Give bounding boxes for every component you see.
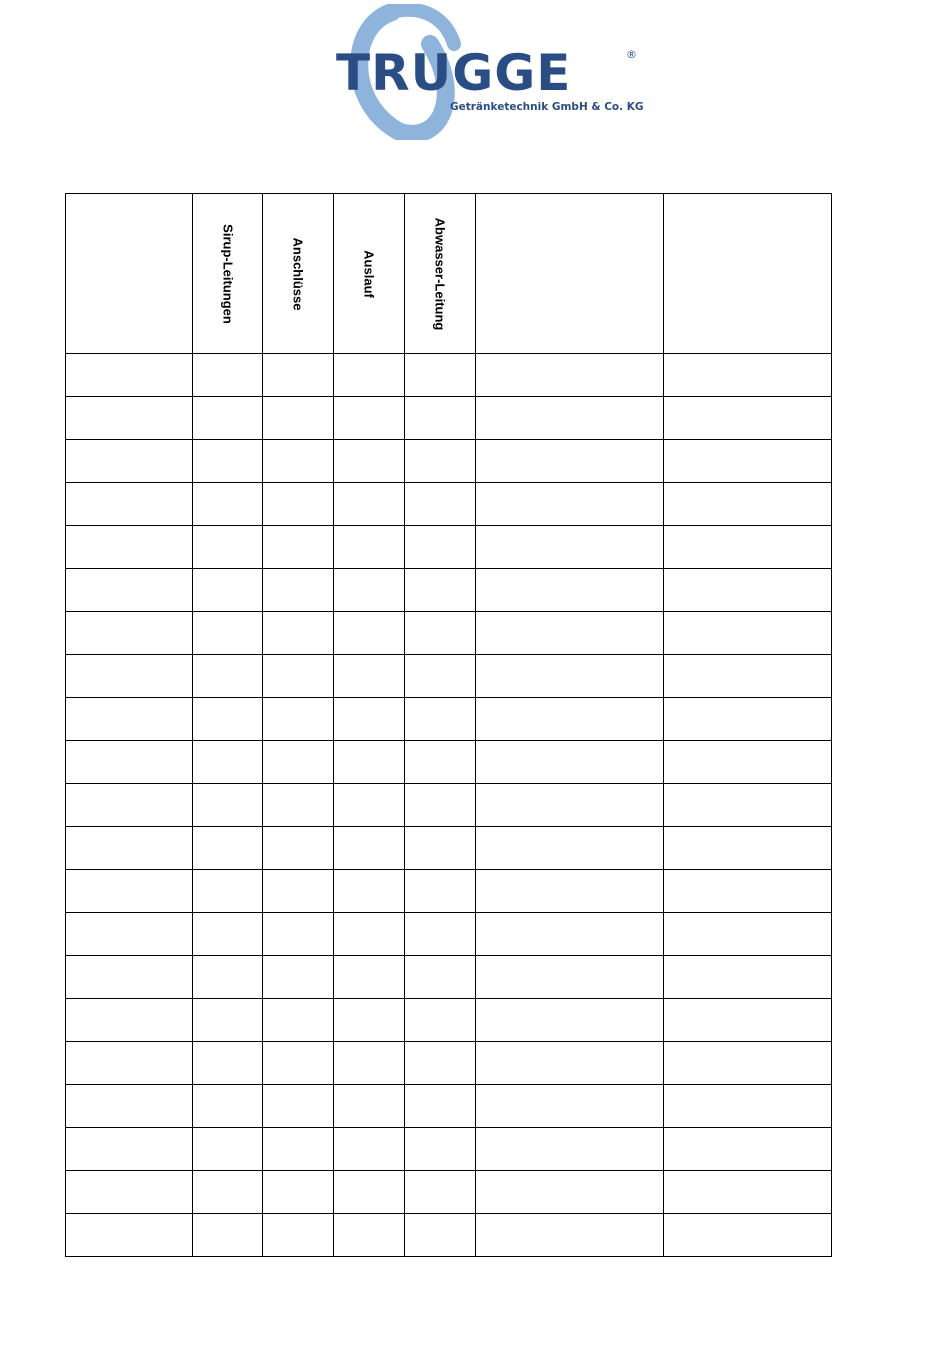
table-cell[interactable]	[193, 999, 263, 1042]
table-cell[interactable]	[66, 1042, 193, 1085]
table-cell[interactable]	[193, 1128, 263, 1171]
table-cell[interactable]	[66, 956, 193, 999]
table-cell[interactable]	[664, 655, 832, 698]
table-cell[interactable]	[405, 956, 476, 999]
table-cell[interactable]	[334, 569, 405, 612]
table-cell[interactable]	[334, 1128, 405, 1171]
company-logo	[330, 4, 650, 140]
table-cell[interactable]	[263, 397, 334, 440]
table-cell[interactable]	[193, 698, 263, 741]
table-cell[interactable]	[664, 483, 832, 526]
table-cell[interactable]	[334, 612, 405, 655]
table-cell[interactable]	[405, 397, 476, 440]
table-cell[interactable]	[476, 913, 664, 956]
header-label: Abwasser-Leitung	[432, 217, 448, 330]
table-cell[interactable]	[193, 1171, 263, 1214]
table-row	[66, 870, 832, 913]
table-cell[interactable]	[476, 1214, 664, 1257]
table-row	[66, 913, 832, 956]
table-cell[interactable]	[193, 956, 263, 999]
table-cell[interactable]	[334, 913, 405, 956]
table-cell[interactable]	[66, 741, 193, 784]
table-cell[interactable]	[66, 397, 193, 440]
table-cell[interactable]	[476, 784, 664, 827]
table-cell[interactable]	[66, 870, 193, 913]
table-cell[interactable]	[476, 655, 664, 698]
table-cell[interactable]	[263, 698, 334, 741]
table-cell[interactable]	[664, 999, 832, 1042]
table-cell[interactable]	[193, 483, 263, 526]
table-cell[interactable]	[263, 1128, 334, 1171]
table-cell[interactable]	[193, 1042, 263, 1085]
table-cell[interactable]	[664, 526, 832, 569]
table-cell[interactable]	[66, 569, 193, 612]
table-cell[interactable]	[476, 741, 664, 784]
table-cell[interactable]	[263, 1171, 334, 1214]
table-cell[interactable]	[664, 354, 832, 397]
table-cell[interactable]	[334, 483, 405, 526]
table-cell[interactable]	[66, 1171, 193, 1214]
table-cell[interactable]	[334, 440, 405, 483]
table-cell[interactable]	[66, 913, 193, 956]
table-row	[66, 956, 832, 999]
table-cell[interactable]	[664, 956, 832, 999]
table-cell[interactable]	[66, 698, 193, 741]
table-cell[interactable]	[476, 1042, 664, 1085]
table-row	[66, 569, 832, 612]
table-cell[interactable]	[405, 999, 476, 1042]
table-cell[interactable]	[476, 1128, 664, 1171]
table-cell[interactable]	[193, 569, 263, 612]
table-cell[interactable]	[263, 655, 334, 698]
table-cell[interactable]	[476, 526, 664, 569]
table-cell[interactable]	[476, 483, 664, 526]
table-cell[interactable]	[66, 612, 193, 655]
table-cell[interactable]	[334, 827, 405, 870]
table-cell[interactable]	[405, 655, 476, 698]
table-cell[interactable]	[334, 397, 405, 440]
table-cell[interactable]	[664, 440, 832, 483]
table-cell[interactable]	[334, 698, 405, 741]
table-cell[interactable]	[334, 741, 405, 784]
table-cell[interactable]	[476, 354, 664, 397]
table-cell[interactable]	[334, 1171, 405, 1214]
table-cell[interactable]	[334, 956, 405, 999]
table-row	[66, 440, 832, 483]
table-cell[interactable]	[263, 913, 334, 956]
table-cell[interactable]	[405, 440, 476, 483]
header-cell-sirup-leitungen	[193, 194, 263, 354]
table-cell[interactable]	[476, 698, 664, 741]
header-label: Anschlüsse	[290, 237, 306, 310]
table-cell[interactable]	[664, 1128, 832, 1171]
table-cell[interactable]	[193, 741, 263, 784]
table-row	[66, 827, 832, 870]
table-cell[interactable]	[334, 870, 405, 913]
header-cell-abwasser-leitung	[405, 194, 476, 354]
logo-registered-mark: ®	[626, 48, 637, 61]
table-cell[interactable]	[405, 1214, 476, 1257]
header-cell-anschluesse	[263, 194, 334, 354]
table-cell[interactable]	[193, 612, 263, 655]
table-cell[interactable]	[334, 354, 405, 397]
table-cell[interactable]	[263, 741, 334, 784]
table-cell[interactable]	[263, 999, 334, 1042]
table-row	[66, 1171, 832, 1214]
table-cell[interactable]	[664, 741, 832, 784]
table-cell[interactable]	[66, 1214, 193, 1257]
table-cell[interactable]	[66, 999, 193, 1042]
table-cell[interactable]	[664, 827, 832, 870]
table-cell[interactable]	[193, 913, 263, 956]
table-cell[interactable]	[664, 1042, 832, 1085]
table-cell[interactable]	[193, 827, 263, 870]
inspection-table	[65, 193, 832, 1257]
table-cell[interactable]	[334, 999, 405, 1042]
table-row	[66, 526, 832, 569]
table-cell[interactable]	[263, 612, 334, 655]
table-cell[interactable]	[334, 655, 405, 698]
table-cell[interactable]	[405, 612, 476, 655]
table-cell[interactable]	[193, 354, 263, 397]
table-cell[interactable]	[476, 1171, 664, 1214]
table-cell[interactable]	[664, 870, 832, 913]
table-cell[interactable]	[66, 483, 193, 526]
header-label: Sirup-Leitungen	[220, 223, 235, 324]
header-cell-auslauf	[334, 194, 405, 354]
table-cell[interactable]	[664, 569, 832, 612]
table-cell[interactable]	[66, 1128, 193, 1171]
table-cell[interactable]	[263, 1042, 334, 1085]
table-cell[interactable]	[193, 1085, 263, 1128]
table-row	[66, 354, 832, 397]
table-row	[66, 483, 832, 526]
trugge-logo-graphic	[330, 4, 650, 140]
table-cell[interactable]	[405, 870, 476, 913]
table-row	[66, 741, 832, 784]
table-cell[interactable]	[405, 1042, 476, 1085]
table-row	[66, 1128, 832, 1171]
table-cell[interactable]	[66, 784, 193, 827]
table-cell[interactable]	[263, 354, 334, 397]
table-cell[interactable]	[263, 526, 334, 569]
table-cell[interactable]	[263, 956, 334, 999]
table-cell[interactable]	[66, 526, 193, 569]
table-cell[interactable]	[66, 440, 193, 483]
table-cell[interactable]	[664, 1171, 832, 1214]
table-row	[66, 698, 832, 741]
table-row	[66, 1085, 832, 1128]
table-cell[interactable]	[405, 741, 476, 784]
table-cell[interactable]	[405, 698, 476, 741]
table-cell[interactable]	[334, 1085, 405, 1128]
table-row	[66, 612, 832, 655]
table-cell[interactable]	[193, 440, 263, 483]
table-cell[interactable]	[405, 784, 476, 827]
header-cell-blank-3	[664, 194, 832, 354]
table-cell[interactable]	[66, 1085, 193, 1128]
table-cell[interactable]	[664, 784, 832, 827]
table-cell[interactable]	[405, 1128, 476, 1171]
table-cell[interactable]	[193, 784, 263, 827]
table-cell[interactable]	[476, 612, 664, 655]
table-cell[interactable]	[405, 354, 476, 397]
table-row	[66, 999, 832, 1042]
table-row	[66, 1214, 832, 1257]
table-cell[interactable]	[476, 870, 664, 913]
table-cell[interactable]	[476, 999, 664, 1042]
table-cell[interactable]	[263, 827, 334, 870]
table-cell[interactable]	[405, 1171, 476, 1214]
table-cell[interactable]	[476, 440, 664, 483]
logo-subtitle-text: Getränketechnik GmbH & Co. KG	[450, 101, 644, 113]
table-cell[interactable]	[263, 784, 334, 827]
table-cell[interactable]	[405, 569, 476, 612]
table-cell[interactable]	[66, 827, 193, 870]
table-cell[interactable]	[193, 397, 263, 440]
table-cell[interactable]	[263, 870, 334, 913]
table-row	[66, 784, 832, 827]
table-cell[interactable]	[66, 354, 193, 397]
table-cell[interactable]	[193, 526, 263, 569]
table-row	[66, 655, 832, 698]
table-cell[interactable]	[405, 483, 476, 526]
logo-brand-text: TRUGGE	[336, 44, 572, 102]
table-cell[interactable]	[476, 1085, 664, 1128]
header-cell-blank-2	[476, 194, 664, 354]
table-cell[interactable]	[476, 397, 664, 440]
table-cell[interactable]	[334, 526, 405, 569]
table-cell[interactable]	[476, 827, 664, 870]
table-cell[interactable]	[263, 440, 334, 483]
table-cell[interactable]	[405, 913, 476, 956]
table-cell[interactable]	[664, 913, 832, 956]
table-cell[interactable]	[664, 1214, 832, 1257]
header-label: Auslauf	[361, 249, 377, 298]
table-cell[interactable]	[334, 784, 405, 827]
table-cell[interactable]	[664, 1085, 832, 1128]
table-cell[interactable]	[263, 1214, 334, 1257]
table-cell[interactable]	[66, 655, 193, 698]
table-cell[interactable]	[405, 1085, 476, 1128]
table-cell[interactable]	[664, 698, 832, 741]
table-cell[interactable]	[664, 612, 832, 655]
table-cell[interactable]	[263, 1085, 334, 1128]
header-cell-blank-1	[66, 194, 193, 354]
table-row	[66, 1042, 832, 1085]
table-cell[interactable]	[476, 956, 664, 999]
table-cell[interactable]	[405, 526, 476, 569]
table-header-row	[66, 194, 832, 354]
table-cell[interactable]	[664, 397, 832, 440]
table-cell[interactable]	[405, 827, 476, 870]
table-row	[66, 397, 832, 440]
table-cell[interactable]	[193, 655, 263, 698]
table-cell[interactable]	[334, 1214, 405, 1257]
table-cell[interactable]	[476, 569, 664, 612]
table-cell[interactable]	[263, 483, 334, 526]
table-body	[66, 354, 832, 1257]
table-cell[interactable]	[334, 1042, 405, 1085]
table-cell[interactable]	[193, 870, 263, 913]
table-cell[interactable]	[263, 569, 334, 612]
table-cell[interactable]	[193, 1214, 263, 1257]
